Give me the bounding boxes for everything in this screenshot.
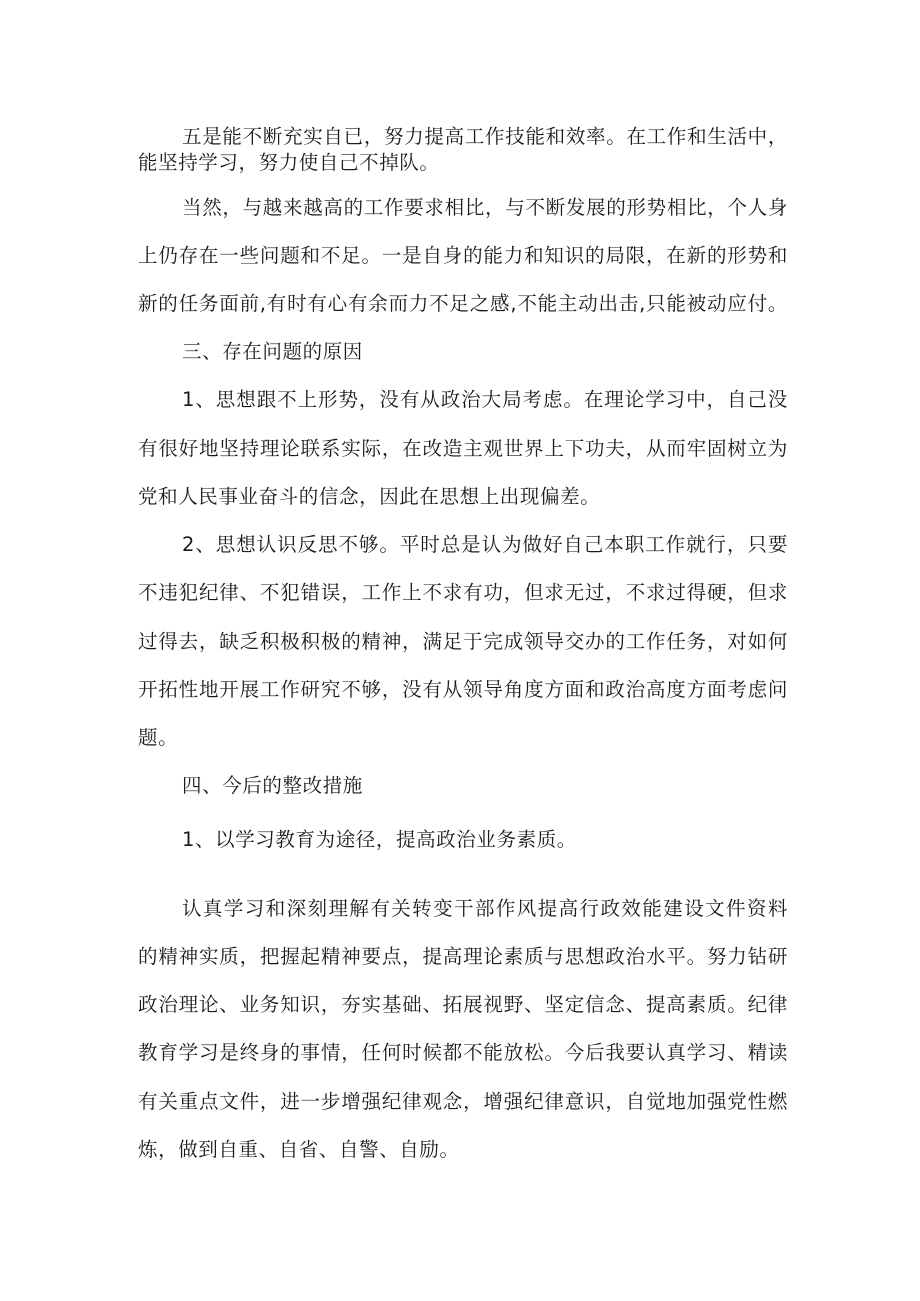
paragraph-line: 过得去，缺乏积极积极的精神，满足于完成领导交办的工作任务，对如何: [138, 630, 788, 653]
paragraph-line: 上仍存在一些问题和不足。一是自身的能力和知识的局限，在新的形势和: [138, 244, 788, 267]
subsection-heading: 1、以学习教育为途径，提高政治业务素质。: [182, 828, 577, 851]
paragraph-line: 五是能不断充实自已，努力提高工作技能和效率。在工作和生活中，: [182, 125, 788, 148]
section-heading: 三、存在问题的原因: [182, 340, 363, 363]
section-heading: 四、今后的整改措施: [182, 774, 363, 797]
paragraph-line: 党和人民事业奋斗的信念，因此在思想上出现偏差。: [138, 485, 601, 508]
paragraph-line: 有关重点文件，进一步增强纪律观念，增强纪律意识，自觉地加强党性燃: [138, 1090, 788, 1113]
paragraph-line: 教育学习是终身的事情，任何时候都不能放松。今后我要认真学习、精读: [138, 1041, 788, 1064]
paragraph-line: 当然，与越来越高的工作要求相比，与不断发展的形势相比，个人身: [182, 196, 788, 219]
paragraph-line: 题。: [138, 726, 179, 749]
paragraph-line: 开拓性地开展工作研究不够，没有从领导角度方面和政治高度方面考虑问: [138, 678, 788, 701]
paragraph-line: 1、思想跟不上形势，没有从政治大局考虑。在理论学习中，自己没: [182, 388, 788, 411]
paragraph-line: 炼，做到自重、自省、自警、自励。: [138, 1138, 460, 1161]
paragraph-line: 2、思想认识反思不够。平时总是认为做好自己本职工作就行，只要: [182, 533, 788, 556]
paragraph-line: 能坚持学习，努力使自己不掉队。: [138, 151, 440, 174]
paragraph-line: 有很好地坚持理论联系实际，在改造主观世界上下功夫，从而牢固树立为: [138, 437, 788, 460]
paragraph-line: 的精神实质，把握起精神要点，提高理论素质与思想政治水平。努力钻研: [138, 945, 788, 968]
paragraph-line: 新的任务面前,有时有心有余而力不足之感,不能主动出击,只能被动应付。: [138, 292, 788, 315]
paragraph-line: 认真学习和深刻理解有关转变干部作风提高行政效能建设文件资料: [182, 897, 788, 920]
paragraph-line: 不违犯纪律、不犯错误，工作上不求有功，但求无过，不求过得硬，但求: [138, 581, 788, 604]
paragraph-line: 政治理论、业务知识，夯实基础、拓展视野、坚定信念、提高素质。纪律: [138, 993, 788, 1016]
